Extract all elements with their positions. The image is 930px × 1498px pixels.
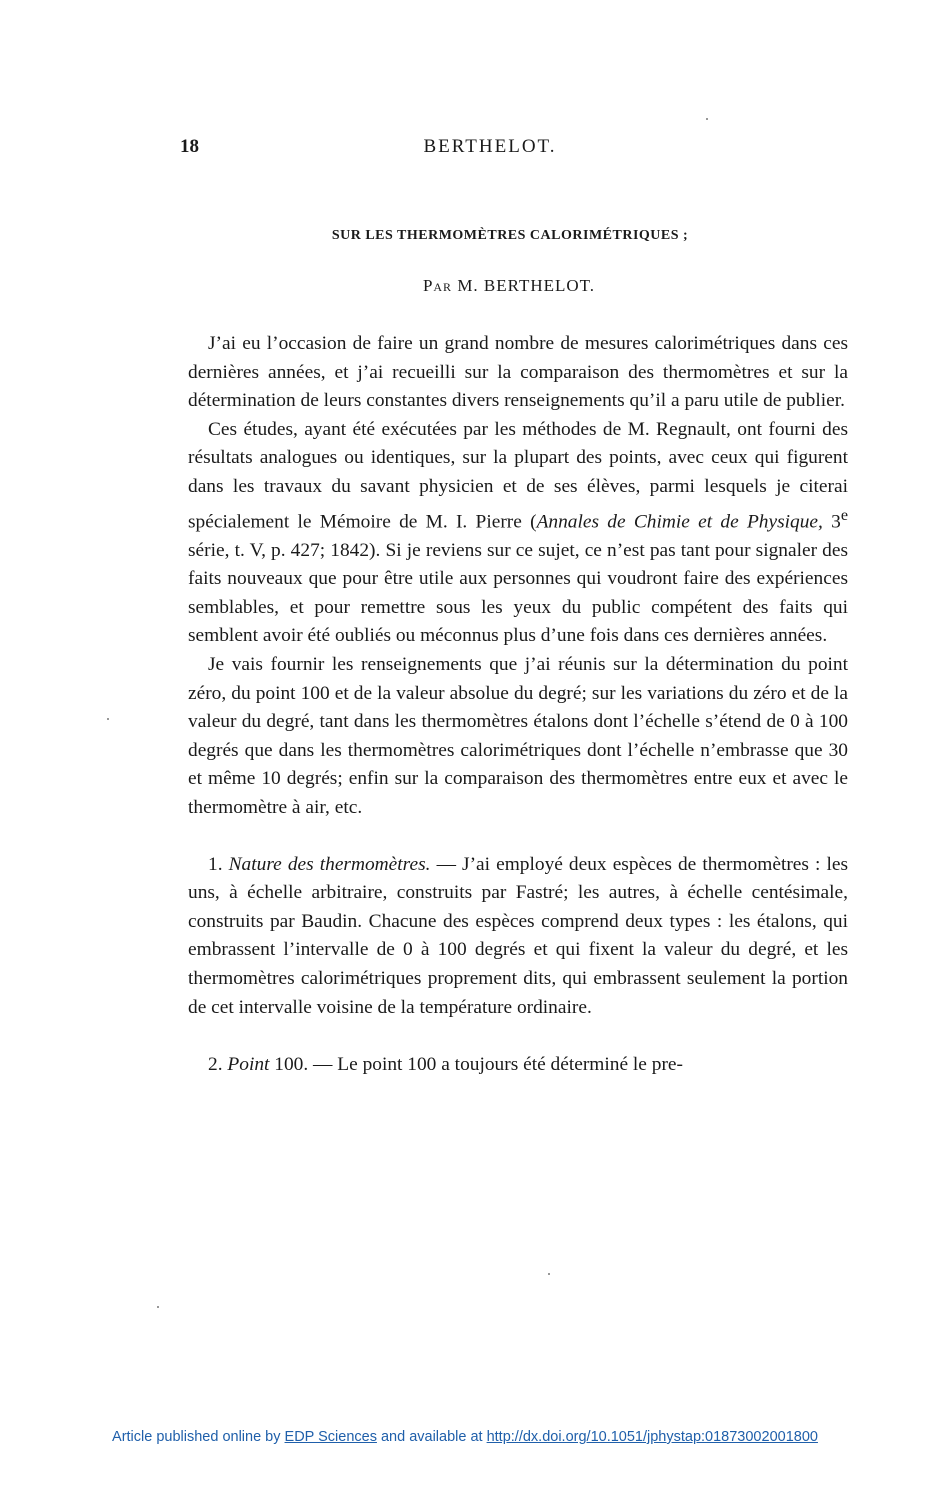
paragraph-intro: J’ai eu l’occasion de faire un grand nombre de mesures calorimétriques dans ces dernières années, et j’ai recueilli sur la comparaison des thermomètres et sur la détermination de leurs constantes divers renseignements qu’il a paru utile de publier. [188, 333, 848, 412]
scan-speck [706, 118, 708, 120]
paragraph-scope: Je vais fournir les renseignements que j’ai réunis sur la détermination du point zéro, du point 100 et de la valeur absolue du degré; sur les variations du zéro et de la valeur du degré, tant dans les thermomètres étalons dont l’échelle s’étend de 0 à 100 degrés que dans les thermomètres calorimétriques dont l’échelle n’embrasse que 30 et même 10 degrés; enfin sur la comparaison des thermomètres entre eux et avec le thermomètre à air, etc. [188, 654, 848, 818]
scan-speck [107, 718, 109, 720]
scan-speck [548, 1273, 550, 1275]
byline [0, 276, 930, 296]
section-2 [188, 1051, 848, 1080]
running-head: BERTHELOT. [423, 136, 557, 157]
paragraph-methods-text-c: série, t. V, p. 427; 1842). Si je reviens sur ce sujet, ce n’est pas tant pour signaler des faits nouveaux que pour être utile aux personnes qui voudront faire des expériences semblables, et pour remettre sous les yeux du public compétent des faits qui semblent avoir été oubliés ou méconnus plus d’une fois dans ces dernières années. [188, 539, 848, 647]
footer-middle: and available at [380, 1429, 483, 1445]
section-1-heading: Nature des thermomètres. [228, 853, 431, 875]
paragraph-methods-text-b: 3 [822, 511, 841, 533]
section-1-text: — J’ai employé deux espèces de thermomètres : les uns, à échelle arbitraire, construits par Fastré; les autres, à échelle centésimale, construits par Baudin. Chacune des espèces comprend deux types : les étalons, qui embrassent l’intervalle de 0 à 100 degrés et qui fixent la valeur du degré, et les thermomètres calorimétriques proprement dits, qui embrassent seulement la portion de cet intervalle voisine de la température ordinaire. [188, 853, 849, 1018]
journal-citation: Annales de Chimie et de Physique, [536, 511, 823, 533]
article-body [188, 330, 848, 1080]
section-2-number: 2. [208, 1054, 223, 1076]
page-number: 18 [180, 136, 199, 157]
section-1-number: 1. [208, 853, 223, 875]
section-1 [188, 851, 848, 1023]
paragraph-methods-text-a: Ces études, ayant été exécutées par les méthodes de M. Regnault, ont fourni des résultats analogues ou identiques, sur la plupart des points, avec ceux qui figurent dans les travaux du savant physicien et de ses élèves, parmi lesquels je citerai spécialement le Mémoire de M. I. Pierre ( [188, 418, 848, 533]
publisher-link[interactable]: EDP Sciences [284, 1429, 377, 1445]
publication-footer [0, 1429, 930, 1445]
scan-speck [157, 1306, 159, 1308]
section-2-text: 100. — Le point 100 a toujours été déterminé le pre- [269, 1054, 683, 1076]
article-title: SUR LES THERMOMÈTRES CALORIMÉTRIQUES ; [331, 228, 689, 243]
byline-prefix: Par [422, 276, 453, 295]
paragraph-methods [188, 416, 848, 651]
footer-prefix: Article published online by [112, 1429, 281, 1445]
doi-link[interactable]: http://dx.doi.org/10.1051/jphystap:01873002001800 [486, 1429, 818, 1445]
byline-name: M. BERTHELOT. [457, 276, 596, 295]
series-superscript: e [840, 506, 849, 524]
section-2-heading: Point [227, 1054, 270, 1076]
